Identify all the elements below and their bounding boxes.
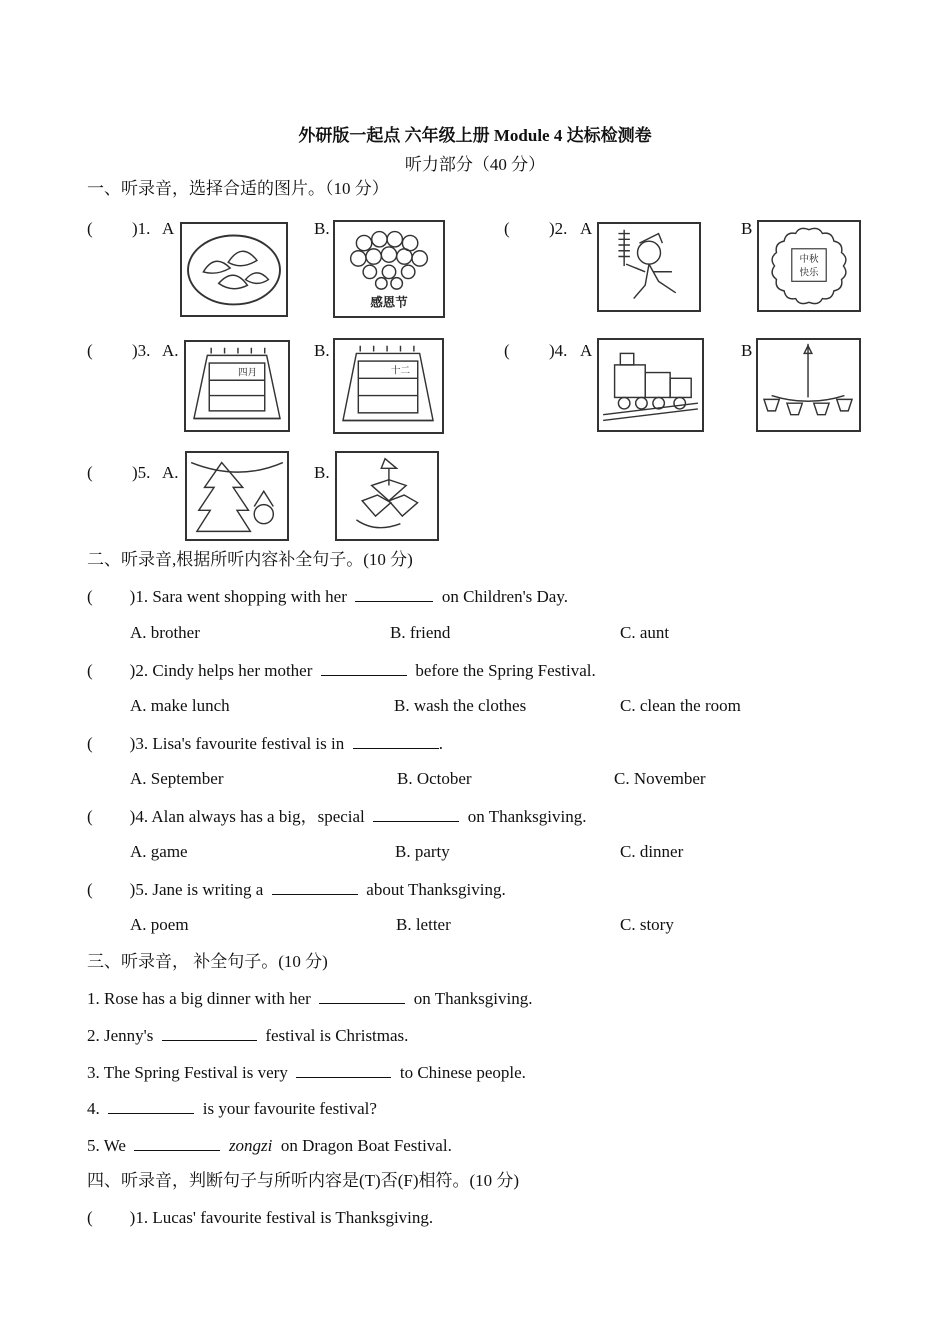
mid-autumn-text-1: 中秋 — [799, 254, 819, 266]
s2-q4-option-c: C. dinner — [620, 842, 684, 861]
s2-q4-option-a: A. game — [130, 842, 188, 861]
firecracker-boy-image[interactable] — [597, 222, 701, 312]
s3-q3: 3. The Spring Festival is very to Chinese people. — [87, 1063, 526, 1082]
s2-q3-blank[interactable] — [353, 732, 439, 749]
s2-q1-blank[interactable] — [355, 585, 433, 602]
q2-option-a-label: A — [580, 219, 593, 238]
s4-q1: ( )1. Lucas' favourite festival is Thanksgiving. — [87, 1208, 434, 1227]
q1-option-b-label: B. — [314, 219, 330, 238]
calendar-december-image[interactable] — [333, 338, 444, 434]
section2-heading: 二、听录音,根据所听内容补全句子。(10 分) — [87, 550, 413, 569]
zongzi-image[interactable] — [335, 451, 439, 541]
mid-autumn-image[interactable] — [757, 220, 861, 312]
q5-paren: ( — [87, 463, 93, 482]
s3-q4: 4. is your favourite festival? — [87, 1099, 377, 1118]
s3-q1-blank[interactable] — [319, 987, 405, 1004]
s2-q4-option-b: B. party — [395, 842, 450, 861]
s2-q5-option-b: B. letter — [396, 915, 451, 934]
q2-number: )2. — [549, 219, 568, 238]
q5-option-b-label: B. — [314, 463, 330, 482]
s2-q4: ( )4. Alan always has a big，special on Thanksgiving. — [87, 807, 587, 826]
q4-option-b-label: B — [741, 341, 753, 360]
q5-option-a-label: A. — [162, 463, 179, 482]
thanksgiving-image[interactable] — [333, 220, 445, 318]
lamp-image[interactable] — [756, 338, 861, 432]
s2-q1-option-b: B. friend — [390, 623, 451, 642]
q4-paren: ( — [504, 341, 510, 360]
q4-option-a-label: A — [580, 341, 593, 360]
q3-option-b-label: B. — [314, 341, 330, 360]
s3-q2: 2. Jenny's festival is Christmas. — [87, 1026, 409, 1045]
s2-q1-option-a: A. brother — [130, 623, 200, 642]
page-subtitle: 听力部分（40 分） — [404, 155, 546, 174]
s2-q5-option-a: A. poem — [130, 915, 189, 934]
section4-heading: 四、听录音，判断句子与所听内容是(T)否(F)相符。(10 分) — [87, 1171, 520, 1190]
section3-heading: 三、听录音， 补全句子。(10 分) — [87, 952, 328, 971]
s2-q2-option-c: C. clean the room — [620, 696, 741, 715]
q1-paren: ( — [87, 219, 93, 238]
q1-number: )1. — [132, 219, 151, 238]
s2-q2-option-b: B. wash the clothes — [394, 696, 527, 715]
q3-option-a-label: A. — [162, 341, 179, 360]
thanksgiving-text: 感恩节 — [370, 294, 408, 310]
s3-q3-blank[interactable] — [296, 1061, 391, 1078]
s2-q1: ( )1. Sara went shopping with her on Children's Day. — [87, 587, 568, 606]
q3-number: )3. — [132, 341, 151, 360]
s2-q5: ( )5. Jane is writing a about Thanksgiving. — [87, 880, 506, 899]
q3-paren: ( — [87, 341, 93, 360]
s2-q2-blank[interactable] — [321, 659, 407, 676]
s2-q2-option-a: A. make lunch — [130, 696, 230, 715]
calendar-april-text: 四月 — [237, 367, 258, 379]
dumplings-image[interactable] — [180, 222, 288, 317]
page-title: 外研版一起点 六年级上册 Module 4 达标检测卷 — [298, 126, 652, 145]
calendar-december-text: 十二 — [390, 365, 411, 377]
train-image[interactable] — [597, 338, 704, 432]
q4-number: )4. — [549, 341, 568, 360]
s3-q4-blank[interactable] — [108, 1097, 194, 1114]
s2-q3: ( )3. Lisa's favourite festival is in . — [87, 734, 443, 753]
s2-q1-option-c: C. aunt — [620, 623, 670, 642]
s2-q4-blank[interactable] — [373, 805, 459, 822]
christmas-image[interactable] — [185, 451, 289, 541]
s2-q3-option-a: A. September — [130, 769, 224, 788]
s2-q5-option-c: C. story — [620, 915, 674, 934]
s2-q5-blank[interactable] — [272, 878, 358, 895]
s2-q3-option-b: B. October — [397, 769, 472, 788]
q2-option-b-label: B — [741, 219, 753, 238]
calendar-april-image[interactable] — [184, 340, 290, 432]
mid-autumn-text-2: 快乐 — [799, 267, 819, 279]
s3-q5-blank[interactable] — [134, 1134, 220, 1151]
s3-q1: 1. Rose has a big dinner with her on Thanksgiving. — [87, 989, 533, 1008]
s2-q2: ( )2. Cindy helps her mother before the Spring Festival. — [87, 661, 596, 680]
q2-paren: ( — [504, 219, 510, 238]
q1-option-a-label: A — [162, 219, 175, 238]
s3-q5: 5. We zongzi on Dragon Boat Festival. — [87, 1136, 452, 1155]
q5-number: )5. — [132, 463, 151, 482]
section1-heading: 一、听录音，选择合适的图片。（10 分） — [87, 179, 389, 198]
s3-q2-blank[interactable] — [162, 1024, 257, 1041]
s2-q3-option-c: C. November — [614, 769, 706, 788]
